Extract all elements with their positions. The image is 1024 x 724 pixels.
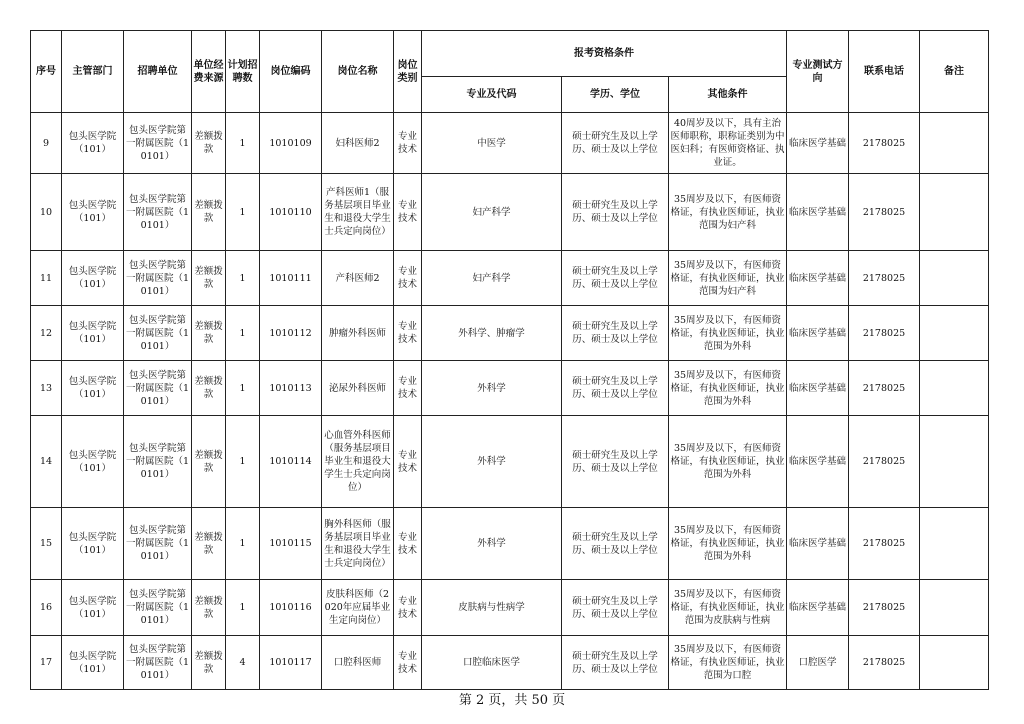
cell-post: 口腔科医师 <box>322 636 394 690</box>
cell-seq: 13 <box>31 361 62 416</box>
cell-unit: 包头医学院第一附属医院（10101） <box>124 306 192 361</box>
cell-other: 35周岁及以下，有医师资格证，有执业医师证，执业范围为妇产科 <box>669 174 787 251</box>
cell-seq: 14 <box>31 416 62 508</box>
cell-plan: 1 <box>226 580 260 636</box>
cell-phone: 2178025 <box>849 361 920 416</box>
header-code: 岗位编码 <box>260 31 322 113</box>
cell-test: 临床医学基础 <box>787 416 849 508</box>
cell-phone: 2178025 <box>849 113 920 174</box>
header-edu: 学历、学位 <box>562 77 669 113</box>
cell-dept: 包头医学院（101） <box>62 306 124 361</box>
cell-note <box>920 306 989 361</box>
cell-type: 专业技术 <box>394 580 422 636</box>
cell-dept: 包头医学院（101） <box>62 113 124 174</box>
cell-unit: 包头医学院第一附属医院（10101） <box>124 580 192 636</box>
cell-seq: 10 <box>31 174 62 251</box>
cell-unit: 包头医学院第一附属医院（10101） <box>124 636 192 690</box>
cell-code: 1010113 <box>260 361 322 416</box>
header-seq: 序号 <box>31 31 62 113</box>
cell-test: 临床医学基础 <box>787 361 849 416</box>
cell-major: 中医学 <box>422 113 562 174</box>
cell-edu: 硕士研究生及以上学历、硕士及以上学位 <box>562 580 669 636</box>
cell-edu: 硕士研究生及以上学历、硕士及以上学位 <box>562 306 669 361</box>
cell-fund: 差额拨款 <box>192 306 226 361</box>
cell-phone: 2178025 <box>849 508 920 580</box>
cell-code: 1010115 <box>260 508 322 580</box>
cell-post: 皮肤科医师（2020年应届毕业生定向岗位） <box>322 580 394 636</box>
cell-edu: 硕士研究生及以上学历、硕士及以上学位 <box>562 361 669 416</box>
cell-post: 产科医师2 <box>322 251 394 306</box>
header-major: 专业及代码 <box>422 77 562 113</box>
cell-plan: 1 <box>226 361 260 416</box>
cell-edu: 硕士研究生及以上学历、硕士及以上学位 <box>562 416 669 508</box>
cell-other: 35周岁及以下，有医师资格证，有执业医师证，执业范围为外科 <box>669 306 787 361</box>
cell-fund: 差额拨款 <box>192 251 226 306</box>
cell-major: 口腔临床医学 <box>422 636 562 690</box>
cell-unit: 包头医学院第一附属医院（10101） <box>124 174 192 251</box>
cell-dept: 包头医学院（101） <box>62 361 124 416</box>
header-plan: 计划招聘数 <box>226 31 260 113</box>
cell-type: 专业技术 <box>394 508 422 580</box>
header-note: 备注 <box>920 31 989 113</box>
cell-major: 妇产科学 <box>422 251 562 306</box>
cell-seq: 15 <box>31 508 62 580</box>
cell-other: 35周岁及以下，有医师资格证，有执业医师证，执业范围为外科 <box>669 508 787 580</box>
cell-edu: 硕士研究生及以上学历、硕士及以上学位 <box>562 508 669 580</box>
cell-unit: 包头医学院第一附属医院（10101） <box>124 416 192 508</box>
cell-unit: 包头医学院第一附属医院（10101） <box>124 361 192 416</box>
cell-seq: 11 <box>31 251 62 306</box>
cell-plan: 1 <box>226 251 260 306</box>
cell-test: 临床医学基础 <box>787 508 849 580</box>
cell-code: 1010110 <box>260 174 322 251</box>
table-row <box>31 306 989 361</box>
header-unit: 招聘单位 <box>124 31 192 113</box>
cell-major: 妇产科学 <box>422 174 562 251</box>
cell-other: 35周岁及以下，有医师资格证，有执业医师证，执业范围为外科 <box>669 361 787 416</box>
cell-dept: 包头医学院（101） <box>62 174 124 251</box>
cell-note <box>920 113 989 174</box>
cell-other: 35周岁及以下，有医师资格证，有执业医师证，执业范围为皮肤病与性病 <box>669 580 787 636</box>
table-row <box>31 361 989 416</box>
cell-test: 临床医学基础 <box>787 174 849 251</box>
header-other: 其他条件 <box>669 77 787 113</box>
cell-plan: 1 <box>226 306 260 361</box>
cell-type: 专业技术 <box>394 113 422 174</box>
cell-fund: 差额拨款 <box>192 416 226 508</box>
cell-fund: 差额拨款 <box>192 636 226 690</box>
cell-dept: 包头医学院（101） <box>62 416 124 508</box>
cell-other: 35周岁及以下，有医师资格证，有执业医师证，执业范围为口腔 <box>669 636 787 690</box>
cell-seq: 9 <box>31 113 62 174</box>
cell-fund: 差额拨款 <box>192 508 226 580</box>
cell-other: 35周岁及以下，有医师资格证，有执业医师证，执业范围为外科 <box>669 416 787 508</box>
cell-note <box>920 361 989 416</box>
cell-unit: 包头医学院第一附属医院（10101） <box>124 508 192 580</box>
cell-post: 胸外科医师（服务基层项目毕业生和退役大学生士兵定向岗位） <box>322 508 394 580</box>
cell-seq: 17 <box>31 636 62 690</box>
cell-note <box>920 580 989 636</box>
cell-test: 临床医学基础 <box>787 306 849 361</box>
cell-plan: 1 <box>226 174 260 251</box>
cell-post: 心血管外科医师（服务基层项目毕业生和退役大学生士兵定向岗位） <box>322 416 394 508</box>
cell-test: 临床医学基础 <box>787 251 849 306</box>
cell-type: 专业技术 <box>394 636 422 690</box>
header-post: 岗位名称 <box>322 31 394 113</box>
cell-phone: 2178025 <box>849 416 920 508</box>
cell-fund: 差额拨款 <box>192 580 226 636</box>
cell-test: 临床医学基础 <box>787 580 849 636</box>
table-row <box>31 113 989 174</box>
table-row <box>31 416 989 508</box>
cell-unit: 包头医学院第一附属医院（10101） <box>124 251 192 306</box>
cell-test: 临床医学基础 <box>787 113 849 174</box>
cell-note <box>920 251 989 306</box>
cell-edu: 硕士研究生及以上学历、硕士及以上学位 <box>562 174 669 251</box>
cell-plan: 1 <box>226 508 260 580</box>
cell-code: 1010111 <box>260 251 322 306</box>
header-fund: 单位经费来源 <box>192 31 226 113</box>
cell-dept: 包头医学院（101） <box>62 251 124 306</box>
cell-seq: 16 <box>31 580 62 636</box>
cell-edu: 硕士研究生及以上学历、硕士及以上学位 <box>562 251 669 306</box>
cell-phone: 2178025 <box>849 251 920 306</box>
table-row <box>31 508 989 580</box>
cell-fund: 差额拨款 <box>192 174 226 251</box>
table-row <box>31 174 989 251</box>
cell-type: 专业技术 <box>394 174 422 251</box>
cell-note <box>920 416 989 508</box>
cell-type: 专业技术 <box>394 306 422 361</box>
table-row <box>31 580 989 636</box>
cell-phone: 2178025 <box>849 306 920 361</box>
cell-note <box>920 508 989 580</box>
cell-code: 1010116 <box>260 580 322 636</box>
cell-type: 专业技术 <box>394 361 422 416</box>
cell-edu: 硕士研究生及以上学历、硕士及以上学位 <box>562 636 669 690</box>
page-footer: 第 2 页，共 50 页 <box>458 693 566 708</box>
header-phone: 联系电话 <box>849 31 920 113</box>
cell-other: 40周岁及以下，具有主治医师职称，职称证类别为中医妇科；有医师资格证、执业证。 <box>669 113 787 174</box>
cell-type: 专业技术 <box>394 251 422 306</box>
cell-major: 外科学 <box>422 361 562 416</box>
cell-code: 1010117 <box>260 636 322 690</box>
cell-type: 专业技术 <box>394 416 422 508</box>
recruitment-table <box>30 30 989 690</box>
cell-plan: 1 <box>226 113 260 174</box>
cell-unit: 包头医学院第一附属医院（10101） <box>124 113 192 174</box>
table-row <box>31 251 989 306</box>
cell-seq: 12 <box>31 306 62 361</box>
cell-major: 外科学 <box>422 508 562 580</box>
cell-dept: 包头医学院（101） <box>62 580 124 636</box>
cell-major: 外科学 <box>422 416 562 508</box>
cell-fund: 差额拨款 <box>192 361 226 416</box>
cell-major: 外科学、肿瘤学 <box>422 306 562 361</box>
cell-plan: 4 <box>226 636 260 690</box>
cell-dept: 包头医学院（101） <box>62 508 124 580</box>
cell-fund: 差额拨款 <box>192 113 226 174</box>
cell-code: 1010112 <box>260 306 322 361</box>
header-type: 岗位类别 <box>394 31 422 113</box>
cell-test: 口腔医学 <box>787 636 849 690</box>
cell-plan: 1 <box>226 416 260 508</box>
cell-phone: 2178025 <box>849 174 920 251</box>
cell-phone: 2178025 <box>849 636 920 690</box>
header-conditions: 报考资格条件 <box>422 31 787 77</box>
cell-phone: 2178025 <box>849 580 920 636</box>
header-test: 专业测试方向 <box>787 31 849 113</box>
cell-dept: 包头医学院（101） <box>62 636 124 690</box>
table-row <box>31 636 989 690</box>
cell-note <box>920 636 989 690</box>
cell-code: 1010114 <box>260 416 322 508</box>
cell-code: 1010109 <box>260 113 322 174</box>
cell-other: 35周岁及以下，有医师资格证，有执业医师证，执业范围为妇产科 <box>669 251 787 306</box>
cell-edu: 硕士研究生及以上学历、硕士及以上学位 <box>562 113 669 174</box>
cell-note <box>920 174 989 251</box>
header-dept: 主管部门 <box>62 31 124 113</box>
cell-post: 妇科医师2 <box>322 113 394 174</box>
cell-major: 皮肤病与性病学 <box>422 580 562 636</box>
cell-post: 泌尿外科医师 <box>322 361 394 416</box>
cell-post: 肿瘤外科医师 <box>322 306 394 361</box>
cell-post: 产科医师1（服务基层项目毕业生和退役大学生士兵定向岗位） <box>322 174 394 251</box>
